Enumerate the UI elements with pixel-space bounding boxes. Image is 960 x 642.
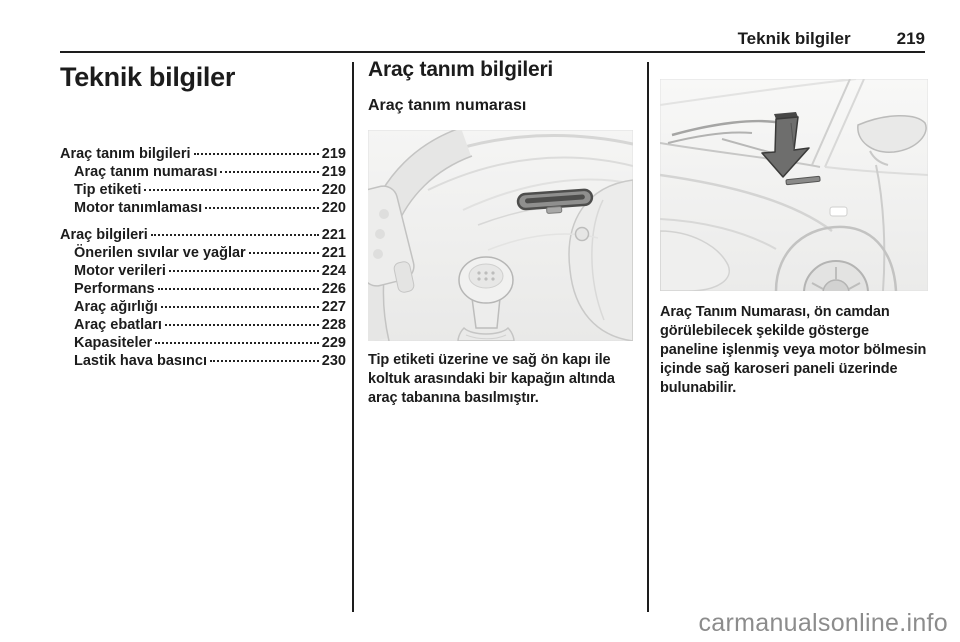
- toc-label: Lastik hava basıncı: [74, 353, 207, 369]
- header-section-title: Teknik bilgiler: [737, 29, 851, 48]
- column-divider-left: [352, 62, 354, 612]
- interior-illustration-svg: [368, 130, 633, 341]
- toc-dotted-leader: [144, 189, 318, 191]
- toc-entry[interactable]: [60, 146, 346, 164]
- toc-dotted-leader: [194, 153, 319, 155]
- toc-entry[interactable]: [60, 335, 346, 353]
- toc-label: Performans: [74, 281, 155, 297]
- toc-label: Araç ağırlığı: [74, 299, 158, 315]
- toc-label: Araç tanım numarası: [74, 164, 218, 180]
- toc-label: Kapasiteler: [74, 335, 153, 351]
- toc-page-number: 227: [321, 299, 346, 315]
- watermark-link[interactable]: carmanualsonline.info: [698, 609, 948, 637]
- toc-page-number: 219: [321, 146, 346, 162]
- page-header: [60, 29, 925, 49]
- right-column: [660, 64, 928, 398]
- toc: [60, 146, 346, 371]
- header-page-number: 219: [896, 29, 925, 48]
- toc-entry[interactable]: [60, 299, 346, 317]
- toc-page-number: 221: [321, 245, 346, 261]
- column-divider-right: [647, 62, 649, 612]
- middle-column: [368, 58, 640, 408]
- toc-entry[interactable]: [60, 200, 346, 218]
- toc-label: Önerilen sıvılar ve yağlar: [74, 245, 246, 261]
- toc-entry[interactable]: [60, 245, 346, 263]
- toc-entry[interactable]: [60, 353, 346, 371]
- toc-dotted-leader: [165, 324, 319, 326]
- toc-page-number: 226: [321, 281, 346, 297]
- toc-dotted-leader: [220, 171, 318, 173]
- left-column: [60, 62, 346, 371]
- toc-label: Araç ebatları: [74, 317, 162, 333]
- header-rule: [60, 51, 925, 53]
- vin-location-caption: Araç Tanım Numarası, ön camdan görülebilecek şekilde gösterge paneline işlenmiş veya motor bölmesin içinde sağ karoseri paneli üzerinde bulunabilir.: [660, 304, 927, 396]
- toc-entry[interactable]: [60, 281, 346, 299]
- toc-dotted-leader: [210, 360, 319, 362]
- door-marker: [830, 207, 847, 216]
- toc-entry[interactable]: [60, 317, 346, 335]
- toc-label: Araç bilgileri: [60, 227, 148, 243]
- toc-dotted-leader: [205, 207, 319, 209]
- toc-dotted-leader: [161, 306, 319, 308]
- toc-dotted-leader: [158, 288, 319, 290]
- toc-page-number: 220: [321, 200, 346, 216]
- toc-page-number: 230: [321, 353, 346, 369]
- floor-fastener: [576, 228, 589, 241]
- toc-page-number: 229: [321, 335, 346, 351]
- toc-label: Motor tanımlaması: [74, 200, 203, 216]
- toc-label: Araç tanım bilgileri: [60, 146, 191, 162]
- toc-dotted-leader: [249, 252, 319, 254]
- toc-dotted-leader: [169, 270, 319, 272]
- toc-page-number: 219: [321, 164, 346, 180]
- toc-page-number: 228: [321, 317, 346, 333]
- toc-dotted-leader: [151, 234, 319, 236]
- interior-vin-plate-illustration: [368, 130, 640, 341]
- toc-page-number: 224: [321, 263, 346, 279]
- toc-label: Tip etiketi: [74, 182, 142, 198]
- toc-page-number: 220: [321, 182, 346, 198]
- exterior-illustration-svg: [660, 79, 928, 291]
- section-heading: Araç tanım bilgileri: [368, 58, 554, 81]
- toc-entry[interactable]: [60, 164, 346, 182]
- toc-label: Motor verileri: [74, 263, 166, 279]
- toc-entry[interactable]: [60, 263, 346, 281]
- toc-dotted-leader: [155, 342, 319, 344]
- section-subheading: Araç tanım numarası: [368, 97, 527, 114]
- vin-plate-caption: Tip etiketi üzerine ve sağ ön kapı ile koltuk arasındaki bir kapağın altında araç tabanına basılmıştır.: [368, 352, 615, 406]
- toc-entry[interactable]: [60, 182, 346, 200]
- toc-entry[interactable]: [60, 227, 346, 245]
- toc-page-number: 221: [321, 227, 346, 243]
- windshield-vin-arrow-illustration: [660, 79, 928, 291]
- chapter-title: Teknik bilgiler: [60, 62, 236, 92]
